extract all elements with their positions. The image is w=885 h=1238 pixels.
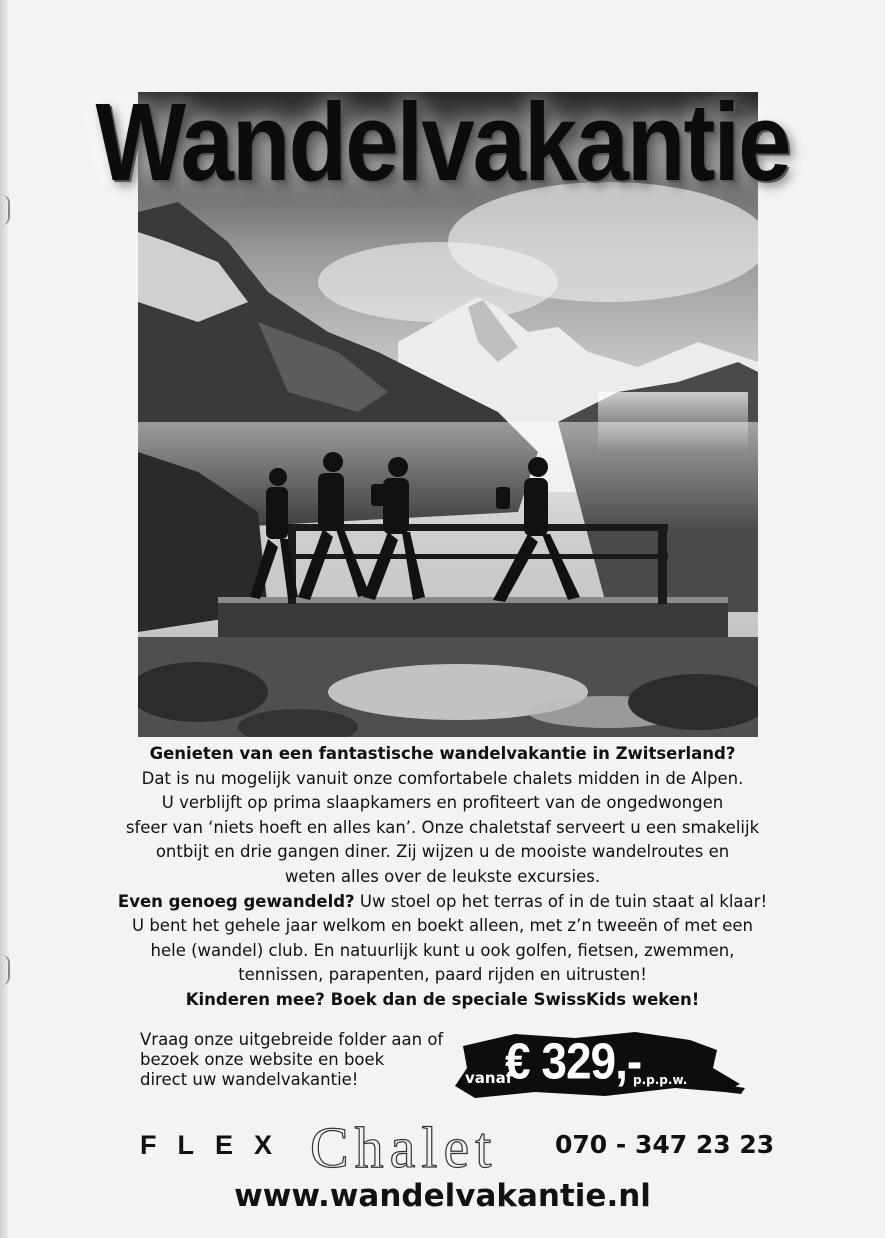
phone-number: 070 - 347 23 23	[555, 1130, 775, 1159]
kids-callout: Kinderen mee? Boek dan de speciale SwissKids weken!	[185, 989, 700, 1009]
price-amount: € 329,-	[505, 1032, 642, 1090]
body-line: hele (wandel) club. En natuurlijk kunt u ook golfen, fietsen, zwemmen,	[150, 940, 735, 960]
brand-chalet: Chalet	[310, 1115, 498, 1180]
price-prefix: vanaf	[465, 1069, 513, 1087]
body-line: U verblijft op prima slaapkamers en profiteert van de ongedwongen	[161, 793, 724, 813]
body-text	[110, 742, 775, 1013]
body-line: ontbijt en drie gangen diner. Zij wijzen u de mooiste wandelroutes en	[155, 842, 730, 862]
price-suffix: p.p.p.w.	[633, 1073, 688, 1087]
website-url: www.wandelvakantie.nl	[234, 1178, 651, 1214]
cta-line: direct uw wandelvakantie!	[140, 1070, 359, 1089]
price-badge	[455, 1028, 745, 1100]
body-line: sfeer van ‘niets hoeft en alles kan’. Onze chaletstaf serveert u een smakelijk	[125, 817, 760, 837]
body-line: U bent het gehele jaar welkom en boekt alleen, met z’n tweeën of met een	[132, 916, 753, 936]
staple-mark	[0, 955, 10, 985]
cta-line: bezoek onze website en boek	[140, 1050, 385, 1069]
cta-text	[140, 1030, 460, 1090]
rest-question: Even genoeg gewandeld?	[117, 891, 355, 911]
body-line: Dat is nu mogelijk vanuit onze comfortabele chalets midden in de Alpen.	[141, 768, 744, 788]
cta-line: Vraag onze uitgebreide folder aan of	[140, 1030, 444, 1049]
rest-answer: Uw stoel op het terras of in de tuin staat al klaar!	[354, 891, 768, 911]
brand-flex: FLEX	[140, 1130, 294, 1160]
headline: Wandelvakantie	[95, 80, 790, 204]
body-line	[110, 890, 775, 915]
brand-bar	[140, 1115, 775, 1180]
body-line: tennissen, parapenten, paard rijden en uitrusten!	[238, 965, 647, 985]
body-line: weten alles over de leukste excursies.	[284, 866, 601, 886]
intro-question: Genieten van een fantastische wandelvakantie in Zwitserland?	[149, 744, 736, 763]
